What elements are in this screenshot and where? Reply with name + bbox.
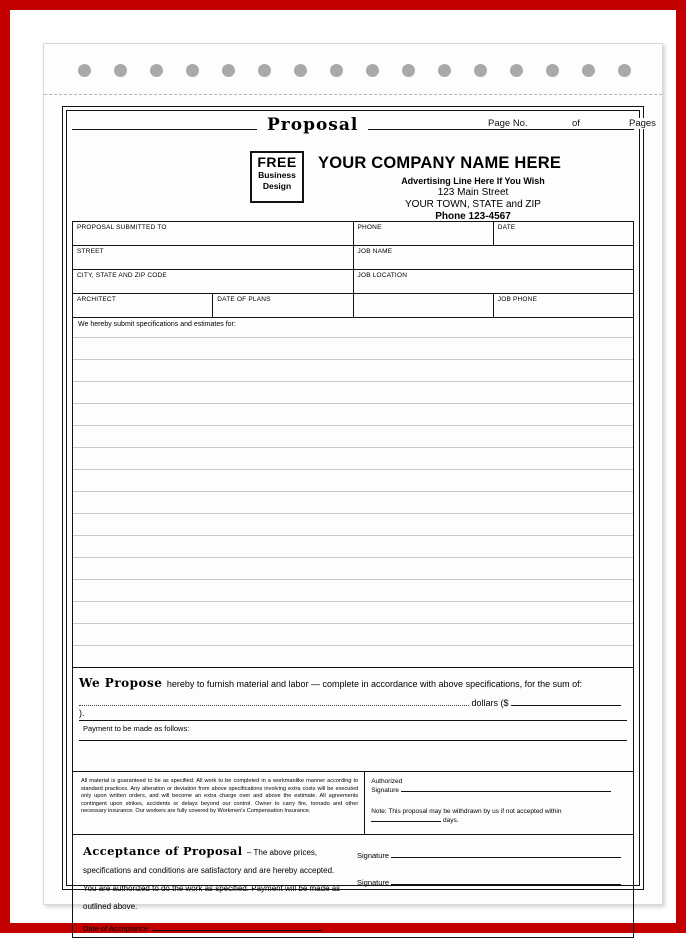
punch-hole xyxy=(366,64,379,77)
pages-label: Pages xyxy=(625,118,660,129)
specification-line[interactable] xyxy=(73,623,633,645)
sum-amount-input[interactable] xyxy=(511,705,621,706)
proposal-form xyxy=(62,106,656,933)
specification-lines[interactable] xyxy=(73,337,633,667)
punch-hole xyxy=(294,64,307,77)
logo-line-1: FREE xyxy=(257,154,297,170)
withdrawal-note: Note: This proposal may be withdrawn by us if not accepted within xyxy=(371,808,562,815)
date-of-acceptance-input[interactable] xyxy=(152,930,322,931)
field-date-of-plans[interactable]: DATE OF PLANS xyxy=(213,294,353,318)
authorized-label: Authorized xyxy=(371,778,403,785)
punch-hole xyxy=(474,64,487,77)
perforation-line xyxy=(44,94,662,95)
punch-hole xyxy=(114,64,127,77)
logo-line-2: Business xyxy=(258,170,296,180)
punch-hole xyxy=(150,64,163,77)
punch-hole xyxy=(546,64,559,77)
acceptance-heading: Acceptance of Proposal xyxy=(83,844,243,858)
payment-terms-label[interactable]: Payment to be made as follows: xyxy=(79,720,627,740)
page-title: Proposal xyxy=(257,115,368,135)
punch-hole-strip xyxy=(44,64,662,104)
acceptance-section xyxy=(72,835,634,938)
field-city-state-zip[interactable]: CITY, STATE AND ZIP CODE xyxy=(73,270,354,294)
punch-hole xyxy=(402,64,415,77)
page-of-label: of xyxy=(568,118,584,129)
specification-line[interactable] xyxy=(73,491,633,513)
field-job-location[interactable]: JOB LOCATION xyxy=(353,270,634,294)
punch-hole xyxy=(438,64,451,77)
specification-line[interactable] xyxy=(73,381,633,403)
table-row xyxy=(73,270,634,294)
specification-line[interactable] xyxy=(73,513,633,535)
free-business-design-logo xyxy=(250,151,304,203)
specification-line[interactable] xyxy=(73,535,633,557)
close-paren: ). xyxy=(79,708,85,718)
signature-label-2: Signature xyxy=(357,878,390,887)
specification-line[interactable] xyxy=(73,469,633,491)
punch-hole xyxy=(582,64,595,77)
acceptance-signature-row-1[interactable] xyxy=(357,851,623,860)
acceptance-signature-input-1[interactable] xyxy=(391,857,621,858)
field-proposal-submitted-to[interactable]: PROPOSAL SUBMITTED TO xyxy=(73,222,354,246)
withdrawal-days-input[interactable] xyxy=(371,821,441,822)
specification-line[interactable] xyxy=(73,447,633,469)
table-row xyxy=(73,222,634,246)
payment-terms-blank[interactable] xyxy=(79,740,627,767)
field-date[interactable]: DATE xyxy=(493,222,633,246)
we-propose-text: hereby to furnish material and labor — complete in accordance with above specifications, for the sum of: xyxy=(166,679,583,689)
field-architect[interactable]: ARCHITECT xyxy=(73,294,213,318)
company-city-state-zip: YOUR TOWN, STATE and ZIP xyxy=(405,199,541,210)
field-phone[interactable]: PHONE xyxy=(353,222,493,246)
specification-line[interactable] xyxy=(73,601,633,623)
we-propose-section xyxy=(72,668,634,772)
company-block xyxy=(72,149,634,221)
company-advertising-line: Advertising Line Here If You Wish xyxy=(401,176,545,186)
specification-line[interactable] xyxy=(73,645,633,667)
field-job-name[interactable]: JOB NAME xyxy=(353,246,634,270)
punch-hole xyxy=(78,64,91,77)
field-street[interactable]: STREET xyxy=(73,246,354,270)
acceptance-body: – The above prices, specifications and conditions are satisfactory and are hereby accepted. You are authorized to do the work as specified. Payment will be made as outlined above. xyxy=(83,848,341,911)
specifications-area[interactable] xyxy=(72,318,634,668)
signature-label: Signature xyxy=(371,787,400,794)
table-row xyxy=(73,294,634,318)
terms-section xyxy=(72,772,634,835)
specification-line[interactable] xyxy=(73,579,633,601)
signature-label-1: Signature xyxy=(357,851,390,860)
field-blank[interactable] xyxy=(353,294,493,318)
acceptance-signature-input-2[interactable] xyxy=(391,884,621,885)
punch-hole xyxy=(258,64,271,77)
company-address: 123 Main Street xyxy=(437,187,509,198)
page-no-label: Page No. xyxy=(484,118,532,129)
acceptance-signature-row-2[interactable] xyxy=(357,878,623,887)
customer-fields-table xyxy=(72,221,634,318)
authorized-signature-input[interactable] xyxy=(401,791,611,792)
company-phone: Phone 123-4567 xyxy=(435,211,511,222)
date-of-acceptance-label: Date of Acceptance: xyxy=(83,924,151,933)
specification-line[interactable] xyxy=(73,403,633,425)
punch-hole xyxy=(186,64,199,77)
dollars-label: dollars ($ xyxy=(471,698,509,708)
logo-line-3: Design xyxy=(262,181,292,191)
company-name: YOUR COMPANY NAME HERE xyxy=(318,154,562,172)
specification-line[interactable] xyxy=(73,425,633,447)
we-propose-heading: We Propose xyxy=(79,676,163,690)
punch-hole xyxy=(510,64,523,77)
form-header xyxy=(72,115,656,145)
specification-line[interactable] xyxy=(73,337,633,359)
specifications-intro: We hereby submit specifications and estimates for: xyxy=(78,321,236,328)
authorized-signature-block xyxy=(364,772,633,834)
specification-line[interactable] xyxy=(73,359,633,381)
proposal-paper xyxy=(43,43,663,933)
terms-paragraph: All material is guaranteed to be as specified. All work to be completed in a workmanlike manner according to standard practices. Any alteration or deviation from above specifications involving extra costs will be executed only upon written orders, and will become an extra charge over and above the estimate. All agreements contingent upon strikes, accidents or delays beyond our control. Owner to carry fire, tornado and other necessary insurance. Our workers are fully covered by Workmen's Compensation Insurance. xyxy=(81,778,359,815)
sum-line[interactable] xyxy=(79,698,627,718)
days-label: days. xyxy=(443,817,459,824)
sum-dotted-fill xyxy=(79,705,469,706)
punch-hole xyxy=(330,64,343,77)
punch-hole xyxy=(222,64,235,77)
field-job-phone[interactable]: JOB PHONE xyxy=(493,294,633,318)
date-of-acceptance-row[interactable] xyxy=(83,924,345,933)
specification-line[interactable] xyxy=(73,557,633,579)
punch-hole xyxy=(618,64,631,77)
table-row xyxy=(73,246,634,270)
